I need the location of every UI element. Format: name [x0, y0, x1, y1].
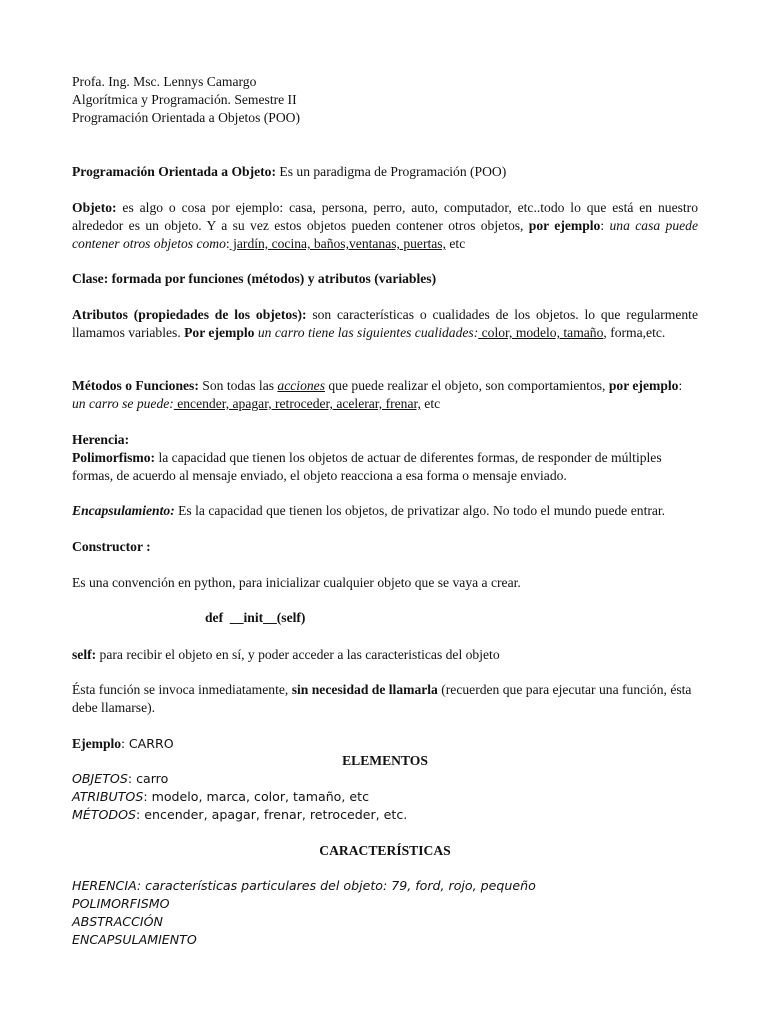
elementos-heading-text: ELEMENTOS [342, 753, 428, 768]
atributos-definition [72, 306, 698, 342]
herencia-heading [72, 431, 698, 449]
metodos-text-2: que puede realizar el objeto, son comportamientos, [324, 378, 609, 393]
metodos-text-1: Son todas las [198, 378, 278, 393]
atributos-rest: , forma,etc. [603, 325, 666, 340]
constructor-heading [72, 538, 698, 556]
caracteristicas-heading [72, 842, 698, 860]
caracteristica-herencia: HERENCIA: características particulares del objeto: 79, ford, rojo, pequeño [72, 878, 536, 893]
metodos-term: Métodos o Funciones: [72, 378, 199, 393]
poo-term: Programación Orientada a Objeto: [72, 164, 276, 179]
atributos-term: Atributos (propiedades de los objetos): [72, 307, 307, 322]
elementos-atributos [72, 788, 698, 806]
herencia-term: Herencia: [72, 432, 130, 447]
atributos-value: : modelo, marca, color, tamaño, etc [143, 789, 369, 804]
self-text: para recibir el objeto en sí, y poder acceder a las caracteristicas del objeto [96, 647, 500, 662]
objeto-colon-2: : [225, 236, 230, 251]
clase-definition [72, 270, 698, 288]
invoca-paragraph [72, 681, 698, 717]
elementos-heading [72, 752, 698, 770]
poo-text: Es un paradigma de Programación (POO) [276, 164, 507, 179]
objeto-por-ejemplo: por ejemplo [528, 218, 601, 233]
self-definition [72, 646, 698, 664]
document-header [72, 73, 698, 127]
objeto-colon: : [600, 218, 605, 233]
ejemplo-colon: : [121, 736, 125, 751]
objeto-etc: etc [446, 236, 466, 251]
polimorfismo-text: la capacidad que tienen los objetos de actuar de diferentes formas, de responder de múltiples formas, de acuerdo al mensaje enviado, el objeto reacciona a esa forma o mensaje enviado. [72, 450, 662, 483]
caracteristica-abstraccion: ABSTRACCIÓN [72, 914, 163, 929]
constructor-term: Constructor : [72, 539, 151, 554]
elementos-list [72, 770, 698, 824]
ejemplo-value: CARRO [124, 736, 174, 751]
metodos-etc: etc [420, 396, 441, 411]
caracteristicas-list [72, 877, 698, 949]
objeto-definition [72, 199, 698, 253]
atributos-label: ATRIBUTOS [72, 789, 144, 804]
metodos-acciones: acciones [277, 378, 325, 393]
atributos-por-ejemplo: Por ejemplo [184, 325, 255, 340]
course-line: Algorítmica y Programación. Semestre II [72, 92, 297, 107]
encapsulamiento-term: Encapsulamiento: [72, 503, 175, 518]
metodos-value: : encender, apagar, frenar, retroceder, etc. [136, 807, 408, 822]
self-term: self: [72, 647, 97, 662]
metodos-colon: : [678, 378, 683, 393]
polimorfismo-definition [72, 449, 698, 485]
objeto-term: Objeto: [72, 200, 117, 215]
metodos-example: un carro se puede: [72, 396, 174, 411]
def-init-code: def __init__(self) [205, 610, 306, 625]
metodos-definition [72, 377, 698, 413]
objetos-label: OBJETOS [72, 771, 128, 786]
metodos-por-ejemplo: por ejemplo [608, 378, 679, 393]
atributos-example: un carro tiene las siguientes cualidades: [254, 325, 479, 340]
ejemplo-term: Ejemplo [72, 736, 122, 751]
elementos-metodos [72, 806, 698, 824]
clase-text: Clase: formada por funciones (métodos) y atributos (variables) [72, 271, 437, 286]
objeto-example: una casa puede contener otros objetos como [72, 218, 698, 251]
caracteristica-encapsulamiento: ENCAPSULAMIENTO [72, 932, 197, 947]
metodos-label: MÉTODOS [72, 807, 137, 822]
objeto-text: es algo o cosa por ejemplo: casa, persona, perro, auto, computador, etc..todo lo que está en nuestro alrededor es un objeto. Y a su vez estos objetos pueden contener otros objetos, [72, 200, 698, 233]
atributos-list: color, modelo, tamaño [478, 325, 604, 340]
invoca-text-1: Ésta función se invoca inmediatamente, [72, 682, 292, 697]
atributos-text: son características o cualidades de los objetos. lo que regularmente llamamos variables. [72, 307, 698, 340]
metodos-list: encender, apagar, retroceder, acelerar, frenar, [173, 396, 421, 411]
objetos-value: : carro [127, 771, 169, 786]
caracteristicas-heading-text: CARACTERÍSTICAS [319, 843, 451, 858]
encapsulamiento-definition [72, 502, 698, 520]
invoca-bold: sin necesidad de llamarla [291, 682, 438, 697]
caracteristica-polimorfismo: POLIMORFISMO [72, 896, 170, 911]
poo-definition [72, 163, 698, 181]
ejemplo-line [72, 735, 698, 753]
convencion-text: Es una convención en python, para inicializar cualquier objeto que se vaya a crear. [72, 575, 521, 590]
author-line: Profa. Ing. Msc. Lennys Camargo [72, 74, 257, 89]
encapsulamiento-text: Es la capacidad que tienen los objetos, de privatizar algo. No todo el mundo puede entrar. [174, 503, 666, 518]
invoca-text-2: (recuerden que para ejecutar una función, ésta debe llamarse). [72, 682, 692, 715]
topic-line: Programación Orientada a Objetos (POO) [72, 110, 301, 125]
def-init-line [205, 609, 605, 627]
objeto-list: jardín, cocina, baños,ventanas, puertas, [229, 236, 446, 251]
elementos-objetos [72, 770, 698, 788]
polimorfismo-term: Polimorfismo: [72, 450, 156, 465]
